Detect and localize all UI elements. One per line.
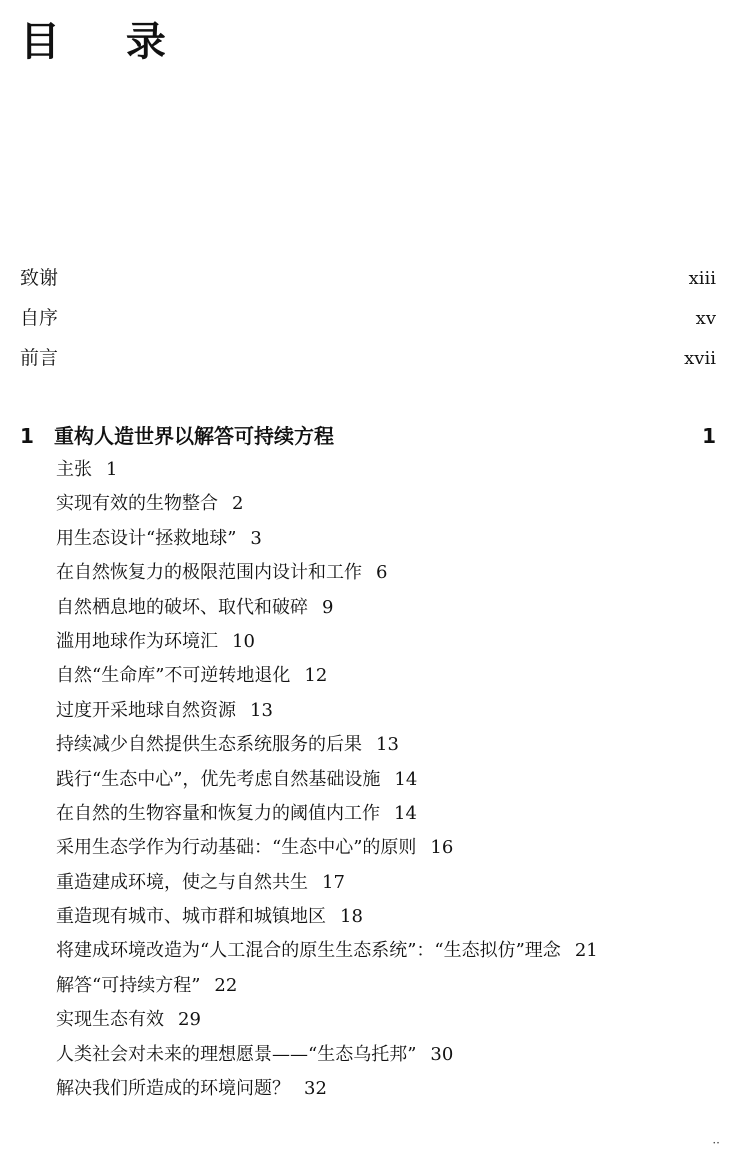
front-matter-list xyxy=(20,258,716,378)
toc-entry-label: 前言 xyxy=(20,347,59,369)
toc-entry-page: xiii xyxy=(688,268,716,289)
section-label: 主张 xyxy=(56,459,92,480)
section-entry[interactable] xyxy=(20,797,716,831)
section-page: 13 xyxy=(250,699,273,721)
chapter-page: 1 xyxy=(702,424,716,448)
section-entry[interactable] xyxy=(20,659,716,693)
toc-entry-page: xvii xyxy=(684,348,716,369)
section-page: 21 xyxy=(574,940,598,962)
section-page: 6 xyxy=(376,562,388,584)
section-label: 解答“可持续方程” xyxy=(56,974,201,996)
section-entry[interactable] xyxy=(20,934,716,968)
section-label: 人类社会对未来的理想愿景——“生态乌托邦” xyxy=(56,1043,417,1065)
section-page: 12 xyxy=(304,665,328,687)
toc-entry[interactable] xyxy=(20,298,716,338)
section-label: 重造建成环境，使之与自然共生 xyxy=(56,871,308,893)
section-label: 重造现有城市、城市群和城镇地区 xyxy=(56,906,326,928)
section-entry[interactable] xyxy=(20,453,716,487)
section-entry[interactable] xyxy=(20,1038,716,1072)
toc-entry-label: 自序 xyxy=(20,307,59,329)
section-entry[interactable] xyxy=(20,763,716,797)
section-entry[interactable] xyxy=(20,866,716,900)
section-page: 22 xyxy=(214,974,238,996)
section-label: 解决我们所造成的环境问题？ xyxy=(56,1078,290,1100)
toc-entry[interactable] xyxy=(20,338,716,378)
section-entry[interactable] xyxy=(20,969,716,1003)
section-entry[interactable] xyxy=(20,625,716,659)
section-page: 16 xyxy=(430,837,454,859)
toc-entry[interactable] xyxy=(20,258,716,298)
section-label: 自然“生命库”不可逆转地退化 xyxy=(56,665,291,687)
section-entry[interactable] xyxy=(20,728,716,762)
section-page: 32 xyxy=(304,1078,327,1100)
section-entry[interactable] xyxy=(20,522,716,556)
chapter-number: 1 xyxy=(20,424,34,448)
section-page: 9 xyxy=(322,596,334,618)
section-label: 过度开采地球自然资源 xyxy=(56,699,236,721)
section-page: 1 xyxy=(106,459,118,480)
section-page: 29 xyxy=(178,1009,201,1031)
chapter-heading[interactable] xyxy=(20,419,716,453)
page-title: 目 录 xyxy=(20,19,192,65)
section-label: 自然栖息地的破坏、取代和破碎 xyxy=(56,596,308,618)
section-label: 践行“生态中心”，优先考虑自然基础设施 xyxy=(56,768,381,790)
section-entry[interactable] xyxy=(20,556,716,590)
section-label: 持续减少自然提供生态系统服务的后果 xyxy=(56,734,362,756)
section-label: 采用生态学作为行动基础：“生态中心”的原则 xyxy=(56,837,417,859)
section-list xyxy=(20,453,716,1106)
toc-entry-page: xv xyxy=(695,308,716,329)
section-page: 18 xyxy=(340,906,363,928)
section-label: 在自然恢复力的极限范围内设计和工作 xyxy=(56,562,362,584)
chapter-title: 重构人造世界以解答可持续方程 xyxy=(54,424,334,448)
section-label: 将建成环境改造为“人工混合的原生生态系统”：“生态拟仿”理念 xyxy=(56,940,561,962)
toc-entry-label: 致谢 xyxy=(20,267,59,289)
section-entry[interactable] xyxy=(20,900,716,934)
section-page: 14 xyxy=(394,768,418,790)
chapter-1 xyxy=(20,419,716,1106)
section-label: 实现生态有效 xyxy=(56,1009,164,1031)
section-page: 2 xyxy=(232,493,244,515)
section-entry[interactable] xyxy=(20,1072,716,1106)
section-page: 10 xyxy=(232,630,255,652)
section-label: 实现有效的生物整合 xyxy=(56,493,218,515)
section-page: 14 xyxy=(394,802,417,824)
section-label: 用生态设计“拯救地球” xyxy=(56,527,237,549)
section-entry[interactable] xyxy=(20,591,716,625)
section-page: 3 xyxy=(250,527,262,549)
section-page: 17 xyxy=(322,871,345,893)
section-label: 滥用地球作为环境汇 xyxy=(56,630,218,652)
section-entry[interactable] xyxy=(20,694,716,728)
section-entry[interactable] xyxy=(20,831,716,865)
section-entry[interactable] xyxy=(20,487,716,521)
section-entry[interactable] xyxy=(20,1003,716,1037)
section-page: 30 xyxy=(430,1043,454,1065)
section-page: 13 xyxy=(376,734,399,756)
corner-mark: ·· xyxy=(712,1136,720,1150)
section-label: 在自然的生物容量和恢复力的阈值内工作 xyxy=(56,802,380,824)
